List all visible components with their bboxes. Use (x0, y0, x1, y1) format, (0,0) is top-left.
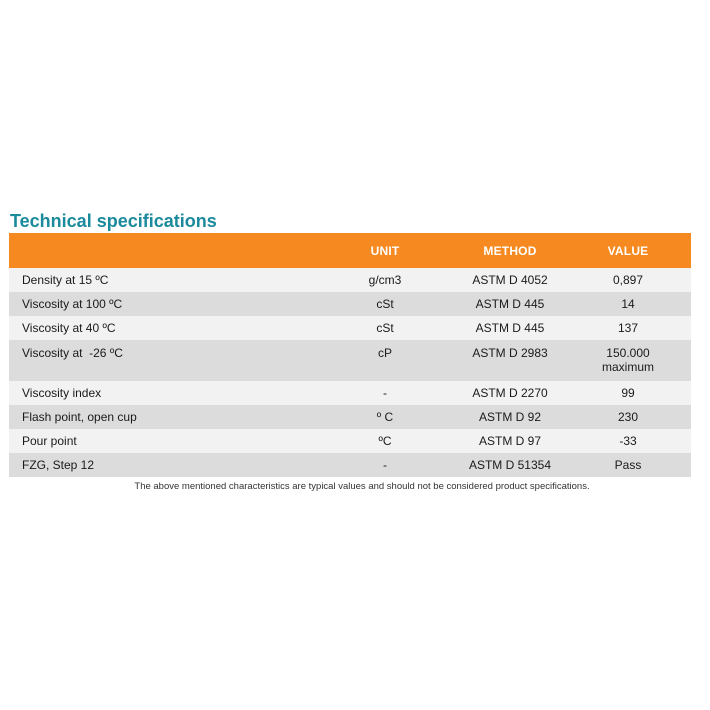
row-method: ASTM D 92 (478, 410, 541, 424)
table-row (9, 316, 691, 340)
row-value: -33 (619, 434, 637, 448)
row-name: Viscosity at 100 ºC (22, 297, 123, 311)
header-unit: UNIT (370, 243, 400, 258)
row-method: ASTM D 2983 (472, 346, 548, 360)
row-unit: - (383, 386, 387, 400)
spec-table (9, 233, 691, 477)
table-row (9, 340, 691, 381)
row-value: 14 (621, 297, 635, 311)
row-value: 0,897 (612, 273, 644, 287)
row-unit: - (383, 458, 387, 472)
table-row (9, 381, 691, 405)
row-method: ASTM D 97 (478, 434, 541, 448)
page-title: Technical specifications (10, 211, 217, 231)
row-value: Pass (614, 458, 642, 472)
row-method: ASTM D 2270 (472, 386, 548, 400)
table-row (9, 429, 691, 453)
row-value: 99 (621, 386, 635, 400)
footnote: The above mentioned characteristics are typical values and should not be considered product specifications. (134, 481, 590, 492)
row-name: Viscosity at -26 ºC (22, 346, 123, 360)
table-row (9, 405, 691, 429)
row-value (565, 340, 691, 381)
row-unit: cSt (376, 297, 394, 311)
row-name: Density at 15 ºC (22, 273, 109, 287)
header-method: METHOD (483, 243, 537, 258)
table-row (9, 453, 691, 477)
row-name: Viscosity index (22, 386, 102, 400)
row-unit: ºC (378, 434, 392, 448)
table-row (9, 268, 691, 292)
row-value-line2: maximum (601, 360, 654, 374)
row-name: FZG, Step 12 (22, 458, 95, 472)
row-method: ASTM D 445 (475, 321, 545, 335)
row-name: Pour point (22, 434, 77, 448)
row-unit: º C (376, 410, 394, 424)
row-method: ASTM D 4052 (472, 273, 548, 287)
row-method: ASTM D 51354 (468, 458, 552, 472)
row-unit: cP (377, 346, 392, 360)
row-value-line1: 150.000 (606, 346, 650, 360)
row-unit: cSt (376, 321, 394, 335)
table-header-row (9, 233, 691, 268)
row-name: Viscosity at 40 ºC (22, 321, 116, 335)
row-value: 137 (617, 321, 639, 335)
table-row (9, 292, 691, 316)
row-unit: g/cm3 (368, 273, 402, 287)
header-value: VALUE (607, 243, 649, 258)
row-name: Flash point, open cup (22, 410, 137, 424)
row-value: 230 (617, 410, 639, 424)
header-name (9, 233, 315, 268)
row-method: ASTM D 445 (475, 297, 545, 311)
